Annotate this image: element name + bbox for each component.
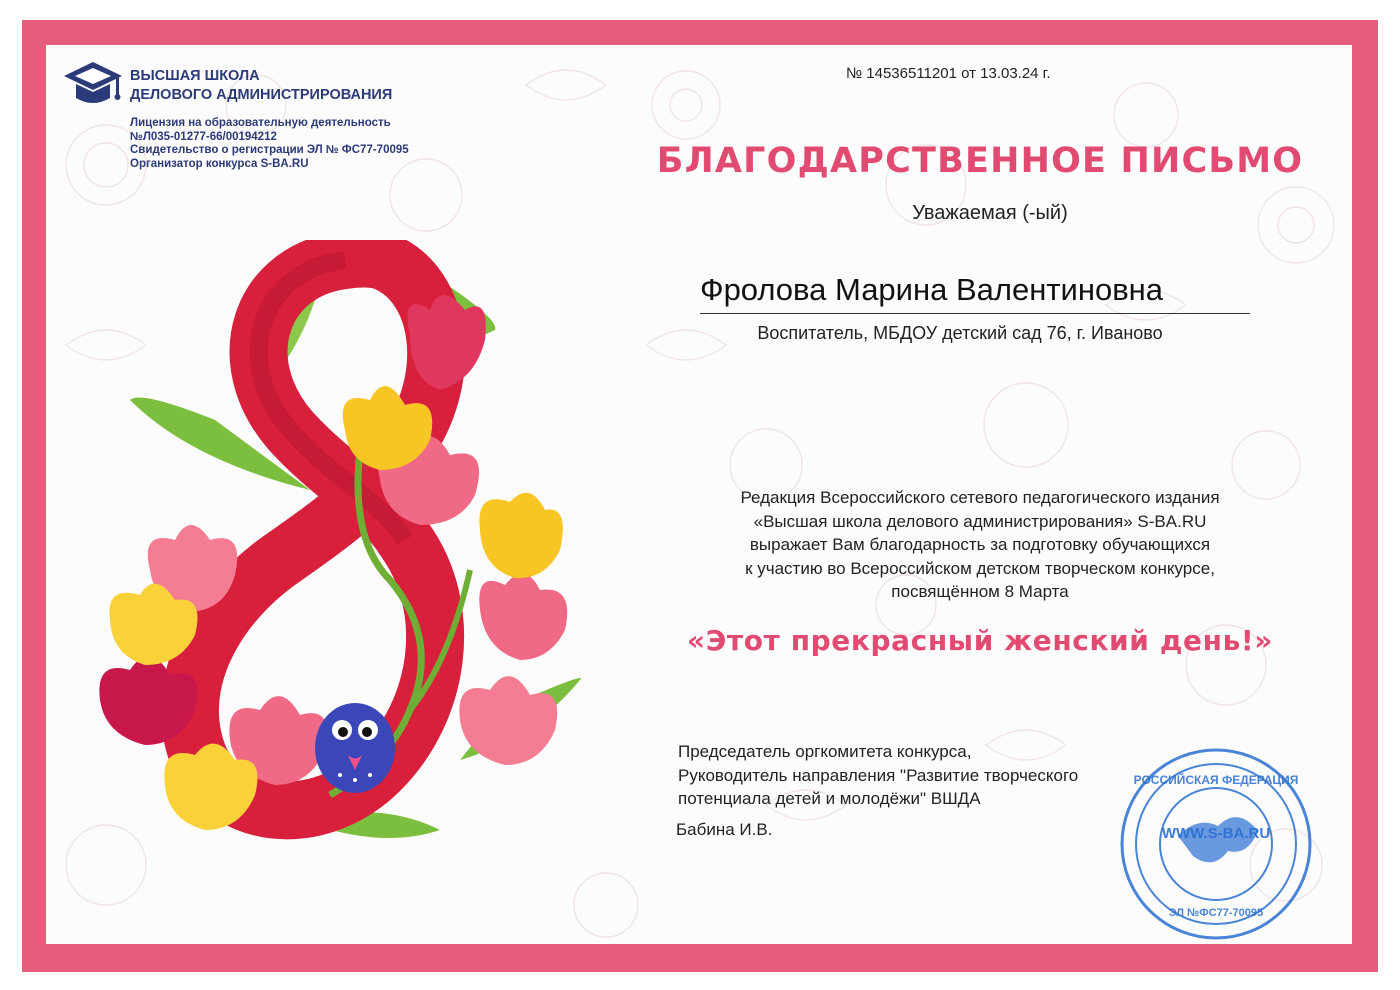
body-line: посвящённом 8 Марта	[891, 582, 1069, 601]
school-logo	[62, 58, 482, 178]
signature-line: Руководитель направления "Развитие творческого	[678, 765, 1079, 785]
body-line: «Высшая школа делового администрирования» S-BA.RU	[753, 511, 1207, 531]
license-line2: №Л035-01277-66/00194212	[130, 130, 277, 143]
body-line: к участию во Всероссийском детском творческом конкурсе,	[745, 558, 1215, 578]
signature-block	[678, 740, 1158, 811]
body-line: Редакция Всероссийского сетевого педагогического издания	[740, 488, 1220, 507]
recipient-underline	[700, 313, 1250, 314]
stamp-number-text: ЭЛ №ФС77-70095	[1168, 907, 1264, 919]
license-line1: Лицензия на образовательную деятельность	[130, 117, 391, 129]
graduation-cap-icon	[62, 58, 124, 110]
stamp-ring-text: РОССИЙСКАЯ ФЕДЕРАЦИЯ	[1133, 773, 1299, 787]
organizer-line: Организатор конкурса S-BA.RU	[130, 157, 309, 170]
document-number: № 14536511201 от 13.03.24 г.	[846, 65, 1051, 82]
recipient-name: Фролова Марина Валентиновна	[700, 272, 1164, 307]
logo-name-line2: ДЕЛОВОГО АДМИНИСТРИРОВАНИЯ	[130, 87, 393, 103]
signer-name: Бабина И.В.	[676, 820, 773, 839]
letter-body	[655, 486, 1305, 604]
contest-name: «Этот прекрасный женский день!»	[687, 624, 1273, 657]
registration-line: Свидетельство о регистрации ЭЛ № ФС77-70095	[130, 144, 409, 156]
recipient-position: Воспитатель, МБДОУ детский сад 76, г. Иваново	[757, 323, 1163, 343]
official-stamp	[1118, 746, 1314, 942]
letter-title: БЛАГОДАРСТВЕННОЕ ПИСЬМО	[656, 141, 1304, 181]
salutation: Уважаемая (-ый)	[912, 202, 1068, 224]
body-line: выражает Вам благодарность за подготовку обучающихся	[749, 535, 1211, 554]
stamp-center-text: WWW.S-BA.RU	[1161, 825, 1271, 842]
logo-name-line1: ВЫСШАЯ ШКОЛА	[130, 68, 260, 84]
signature-line: Председатель оргкомитета конкурса,	[678, 742, 972, 761]
eight-tulips-illustration	[80, 240, 620, 880]
signature-line: потенциала детей и молодёжи" ВШДА	[678, 789, 981, 808]
